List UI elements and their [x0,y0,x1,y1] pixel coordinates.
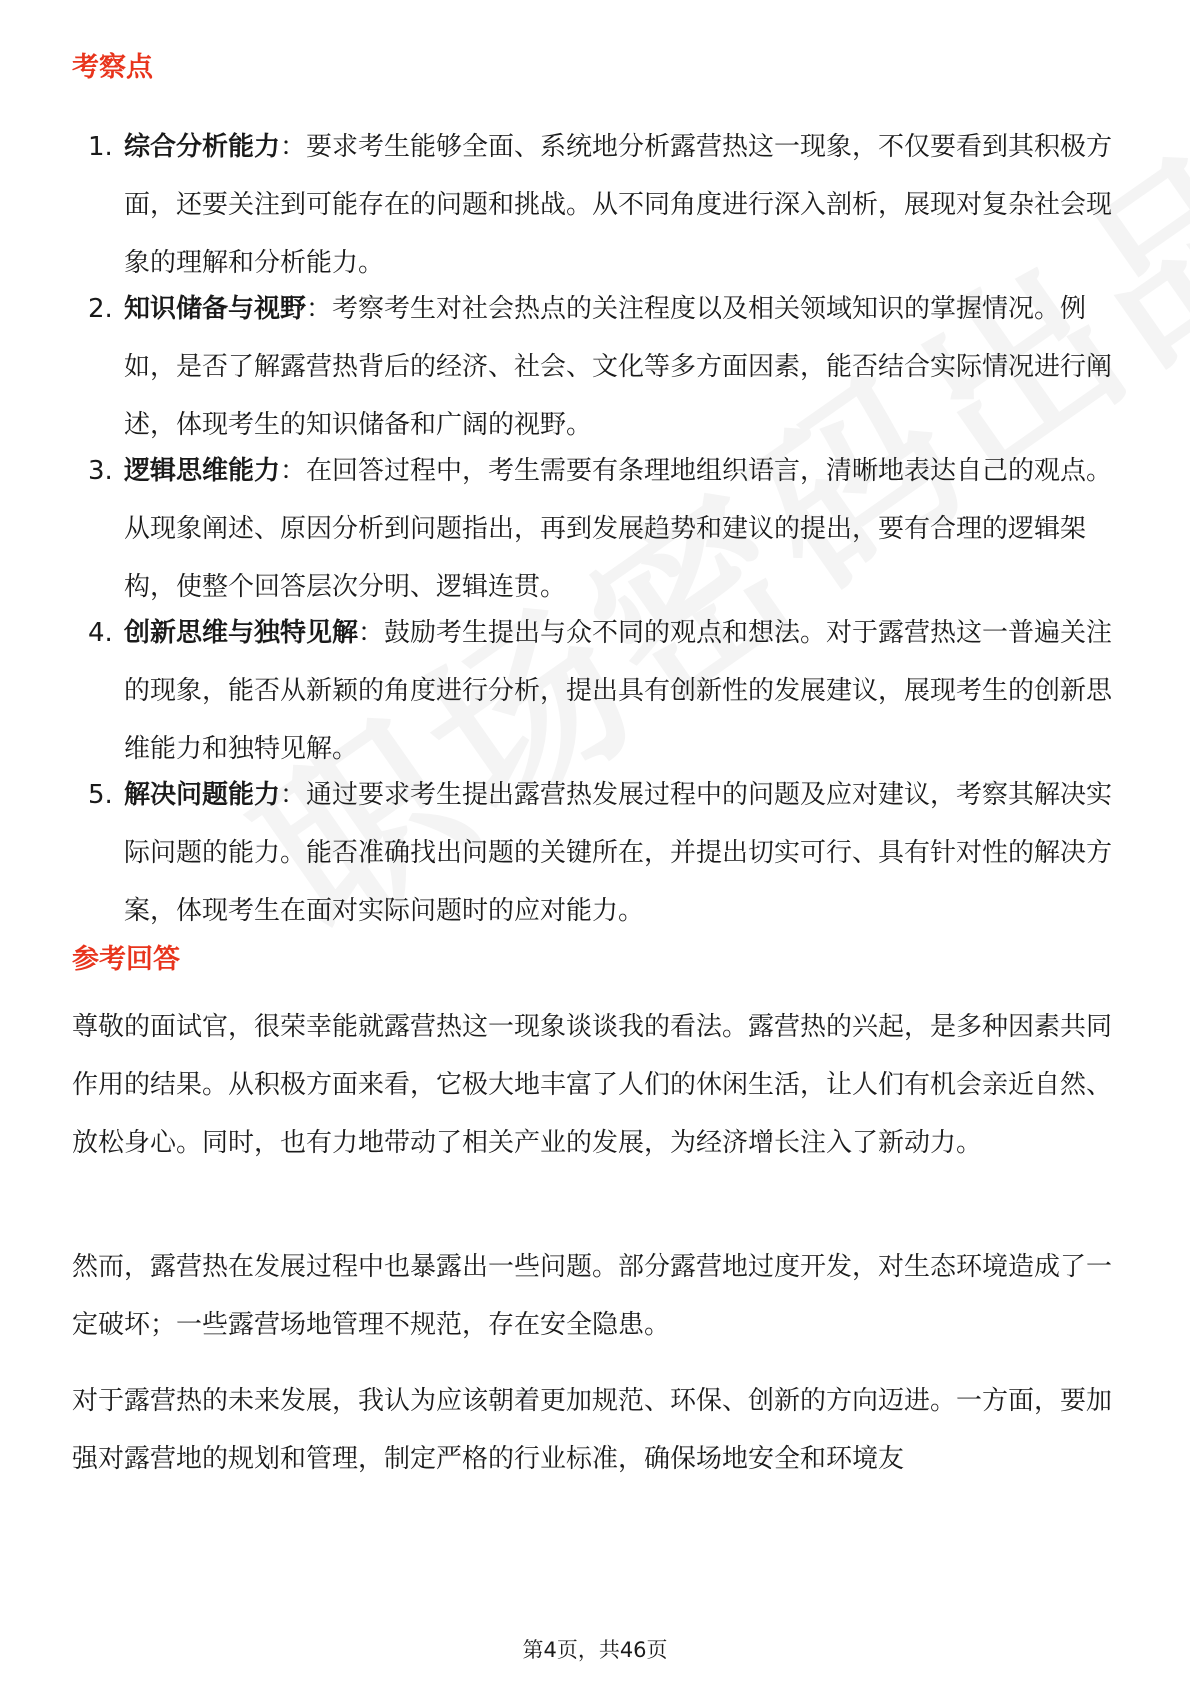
section-title-points: 考察点 [72,52,153,83]
list-number: 3. [88,456,113,486]
list-text: ：通过要求考生提出露营热发展过程中的问题及应对建议，考察其解决实际问题的能力。能否准确找出问题的关键所在，并提出切实可行、具有针对性的解决方案，体现考生在面对实际问题时的应对能力。 [124,780,1113,926]
list-item [72,766,1122,928]
list-term: 知识储备与视野 [124,294,307,324]
list-text: ：考察考生对社会热点的关注程度以及相关领域知识的掌握情况。例如，是否了解露营热背后的经济、社会、文化等多方面因素，能否结合实际情况进行阐述，体现考生的知识储备和广阔的视野。 [124,294,1113,440]
list-item [72,118,1122,280]
list-text: ：鼓励考生提出与众不同的观点和想法。对于露营热这一普遍关注的现象，能否从新颖的角度进行分析，提出具有创新性的发展建议，展现考生的创新思维能力和独特见解。 [124,618,1113,764]
list-text: ：在回答过程中，考生需要有条理地组织语言，清晰地表达自己的观点。从现象阐述、原因分析到问题指出，再到发展趋势和建议的提出，要有合理的逻辑架构，使整个回答层次分明、逻辑连贯。 [124,456,1113,602]
answer-paragraph: 然而，露营热在发展过程中也暴露出一些问题。部分露营地过度开发，对生态环境造成了一定破坏；一些露营场地管理不规范，存在安全隐患。 [72,1252,1113,1340]
list-term: 解决问题能力 [124,780,281,810]
list-number: 2. [88,294,113,324]
list-number: 5. [88,780,113,810]
list-number: 1. [88,132,113,162]
points-list [72,118,1122,928]
answer-paragraph: 尊敬的面试官，很荣幸能就露营热这一现象谈谈我的看法。露营热的兴起，是多种因素共同作用的结果。从积极方面来看，它极大地丰富了人们的休闲生活，让人们有机会亲近自然、放松身心。同时，也有力地带动了相关产业的发展，为经济增长注入了新动力。 [72,1012,1113,1158]
page-number: 第4页，共46页 [522,1638,668,1662]
list-item [72,442,1122,604]
list-term: 综合分析能力 [124,132,281,162]
list-term: 创新思维与独特见解 [124,618,359,648]
section-title-answer: 参考回答 [72,944,180,975]
list-text: ：要求考生能够全面、系统地分析露营热这一现象，不仅要看到其积极方面，还要关注到可能存在的问题和挑战。从不同角度进行深入剖析，展现对复杂社会现象的理解和分析能力。 [124,132,1113,278]
list-term: 逻辑思维能力 [124,456,281,486]
list-number: 4. [88,618,113,648]
list-item [72,604,1122,766]
answer-paragraph: 对于露营热的未来发展，我认为应该朝着更加规范、环保、创新的方向迈进。一方面，要加强对露营地的规划和管理，制定严格的行业标准，确保场地安全和环境友 [72,1386,1113,1474]
list-item [72,280,1122,442]
